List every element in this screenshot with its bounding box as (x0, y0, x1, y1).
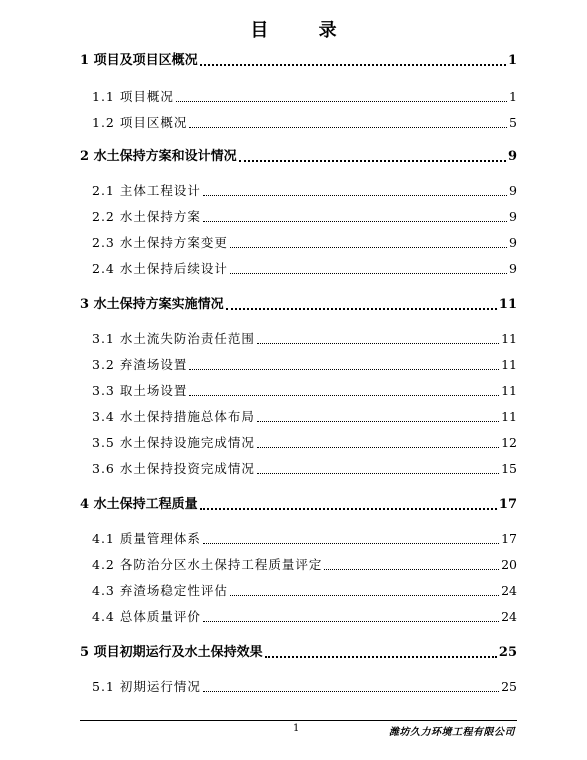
toc-section-entry[interactable] (92, 434, 517, 452)
toc-leader-dots (176, 100, 507, 102)
toc-leader-dots (203, 542, 499, 544)
toc-entry-page: 12 (501, 435, 517, 450)
toc-chapter-entry[interactable] (80, 148, 517, 166)
toc-leader-dots (257, 446, 499, 448)
toc-section-entry[interactable] (92, 330, 517, 348)
toc-leader-dots (189, 126, 507, 128)
toc-entry-label: 4.1 质量管理体系 (92, 531, 201, 546)
toc-section-entry[interactable] (92, 582, 517, 600)
toc-entry-page: 11 (501, 383, 517, 398)
toc-entry-label: 3.4 水土保持措施总体布局 (92, 409, 255, 424)
toc-section-entry[interactable] (92, 234, 517, 252)
toc-entry-label: 1.1 项目概况 (92, 89, 174, 104)
toc-entry-label: 4.3 弃渣场稳定性评估 (92, 583, 228, 598)
toc-leader-dots (200, 63, 506, 66)
toc-entry-page: 25 (501, 679, 517, 694)
toc-entry-label: 2.4 水土保持后续设计 (92, 261, 228, 276)
footer-company-name: 潍坊久力环境工程有限公司 (389, 727, 515, 738)
toc-section-entry[interactable] (92, 382, 517, 400)
toc-leader-dots (203, 620, 499, 622)
toc-entry-page: 11 (501, 409, 517, 424)
toc-entry-label: 3 水土保持方案实施情况 (80, 297, 224, 312)
toc-entry-label: 5 项目初期运行及水土保持效果 (80, 645, 263, 660)
toc-entry-label: 3.1 水土流失防治责任范围 (92, 331, 255, 346)
toc-section-entry[interactable] (92, 460, 517, 478)
toc-leader-dots (189, 368, 499, 370)
toc-entry-label: 1 项目及项目区概况 (80, 53, 198, 68)
toc-entry-label: 3.2 弃渣场设置 (92, 357, 188, 372)
toc-chapter-entry[interactable] (80, 52, 517, 70)
toc-section-entry[interactable] (92, 556, 517, 574)
toc-chapter-entry[interactable] (80, 496, 517, 514)
toc-section-entry[interactable] (92, 182, 517, 200)
toc-entry-label: 3.3 取土场设置 (92, 383, 188, 398)
toc-leader-dots (324, 568, 499, 570)
toc-entry-label: 4.2 各防治分区水土保持工程质量评定 (92, 557, 323, 572)
toc-section-entry[interactable] (92, 114, 517, 132)
toc-entry-page: 24 (501, 583, 517, 598)
page-title: 目 录 (250, 20, 359, 41)
toc-leader-dots (257, 342, 499, 344)
toc-entry-label: 2 水土保持方案和设计情况 (80, 149, 237, 164)
toc-entry-page: 1 (507, 53, 517, 68)
toc-leader-dots (257, 472, 499, 474)
toc-leader-dots (189, 394, 499, 396)
toc-entry-label: 4 水土保持工程质量 (80, 497, 198, 512)
toc-leader-dots (203, 194, 507, 196)
toc-section-entry[interactable] (92, 208, 517, 226)
toc-entry-page: 5 (509, 115, 517, 130)
toc-entry-page: 17 (498, 497, 517, 512)
toc-entry-page: 1 (509, 89, 517, 104)
toc-entry-page: 20 (501, 557, 517, 572)
toc-leader-dots (230, 246, 507, 248)
toc-entry-page: 15 (501, 461, 517, 476)
toc-entry-label: 2.3 水土保持方案变更 (92, 235, 228, 250)
toc-section-entry[interactable] (92, 408, 517, 426)
toc-entry-page: 9 (509, 183, 517, 198)
toc-entry-label: 2.2 水土保持方案 (92, 209, 201, 224)
toc-entry-page: 25 (498, 645, 517, 660)
toc-entry-page: 9 (507, 149, 517, 164)
footer-divider (80, 720, 517, 721)
toc-entry-label: 4.4 总体质量评价 (92, 609, 201, 624)
toc-leader-dots (200, 507, 497, 510)
toc-leader-dots (230, 594, 499, 596)
toc-section-entry[interactable] (92, 88, 517, 106)
toc-chapter-entry[interactable] (80, 644, 517, 662)
toc-entry-page: 9 (509, 209, 517, 224)
toc-entry-label: 3.5 水土保持设施完成情况 (92, 435, 255, 450)
toc-leader-dots (203, 690, 499, 692)
toc-entry-label: 2.1 主体工程设计 (92, 183, 201, 198)
toc-entry-page: 9 (509, 235, 517, 250)
toc-entry-label: 5.1 初期运行情况 (92, 679, 201, 694)
toc-leader-dots (257, 420, 499, 422)
toc-leader-dots (226, 307, 497, 310)
toc-section-entry[interactable] (92, 608, 517, 626)
toc-chapter-entry[interactable] (80, 296, 517, 314)
toc-leader-dots (230, 272, 507, 274)
toc-entry-page: 9 (509, 261, 517, 276)
toc-section-entry[interactable] (92, 356, 517, 374)
toc-leader-dots (265, 655, 497, 658)
toc-entry-label: 3.6 水土保持投资完成情况 (92, 461, 255, 476)
footer-page-number: 1 (293, 723, 300, 734)
toc-entry-page: 11 (498, 297, 517, 312)
toc-entry-page: 24 (501, 609, 517, 624)
toc-leader-dots (203, 220, 507, 222)
toc-section-entry[interactable] (92, 678, 517, 696)
toc-entry-page: 17 (501, 531, 517, 546)
toc-entry-page: 11 (501, 331, 517, 346)
toc-section-entry[interactable] (92, 530, 517, 548)
toc-section-entry[interactable] (92, 260, 517, 278)
toc-entry-page: 11 (501, 357, 517, 372)
toc-leader-dots (239, 159, 506, 162)
toc-entry-label: 1.2 项目区概况 (92, 115, 188, 130)
